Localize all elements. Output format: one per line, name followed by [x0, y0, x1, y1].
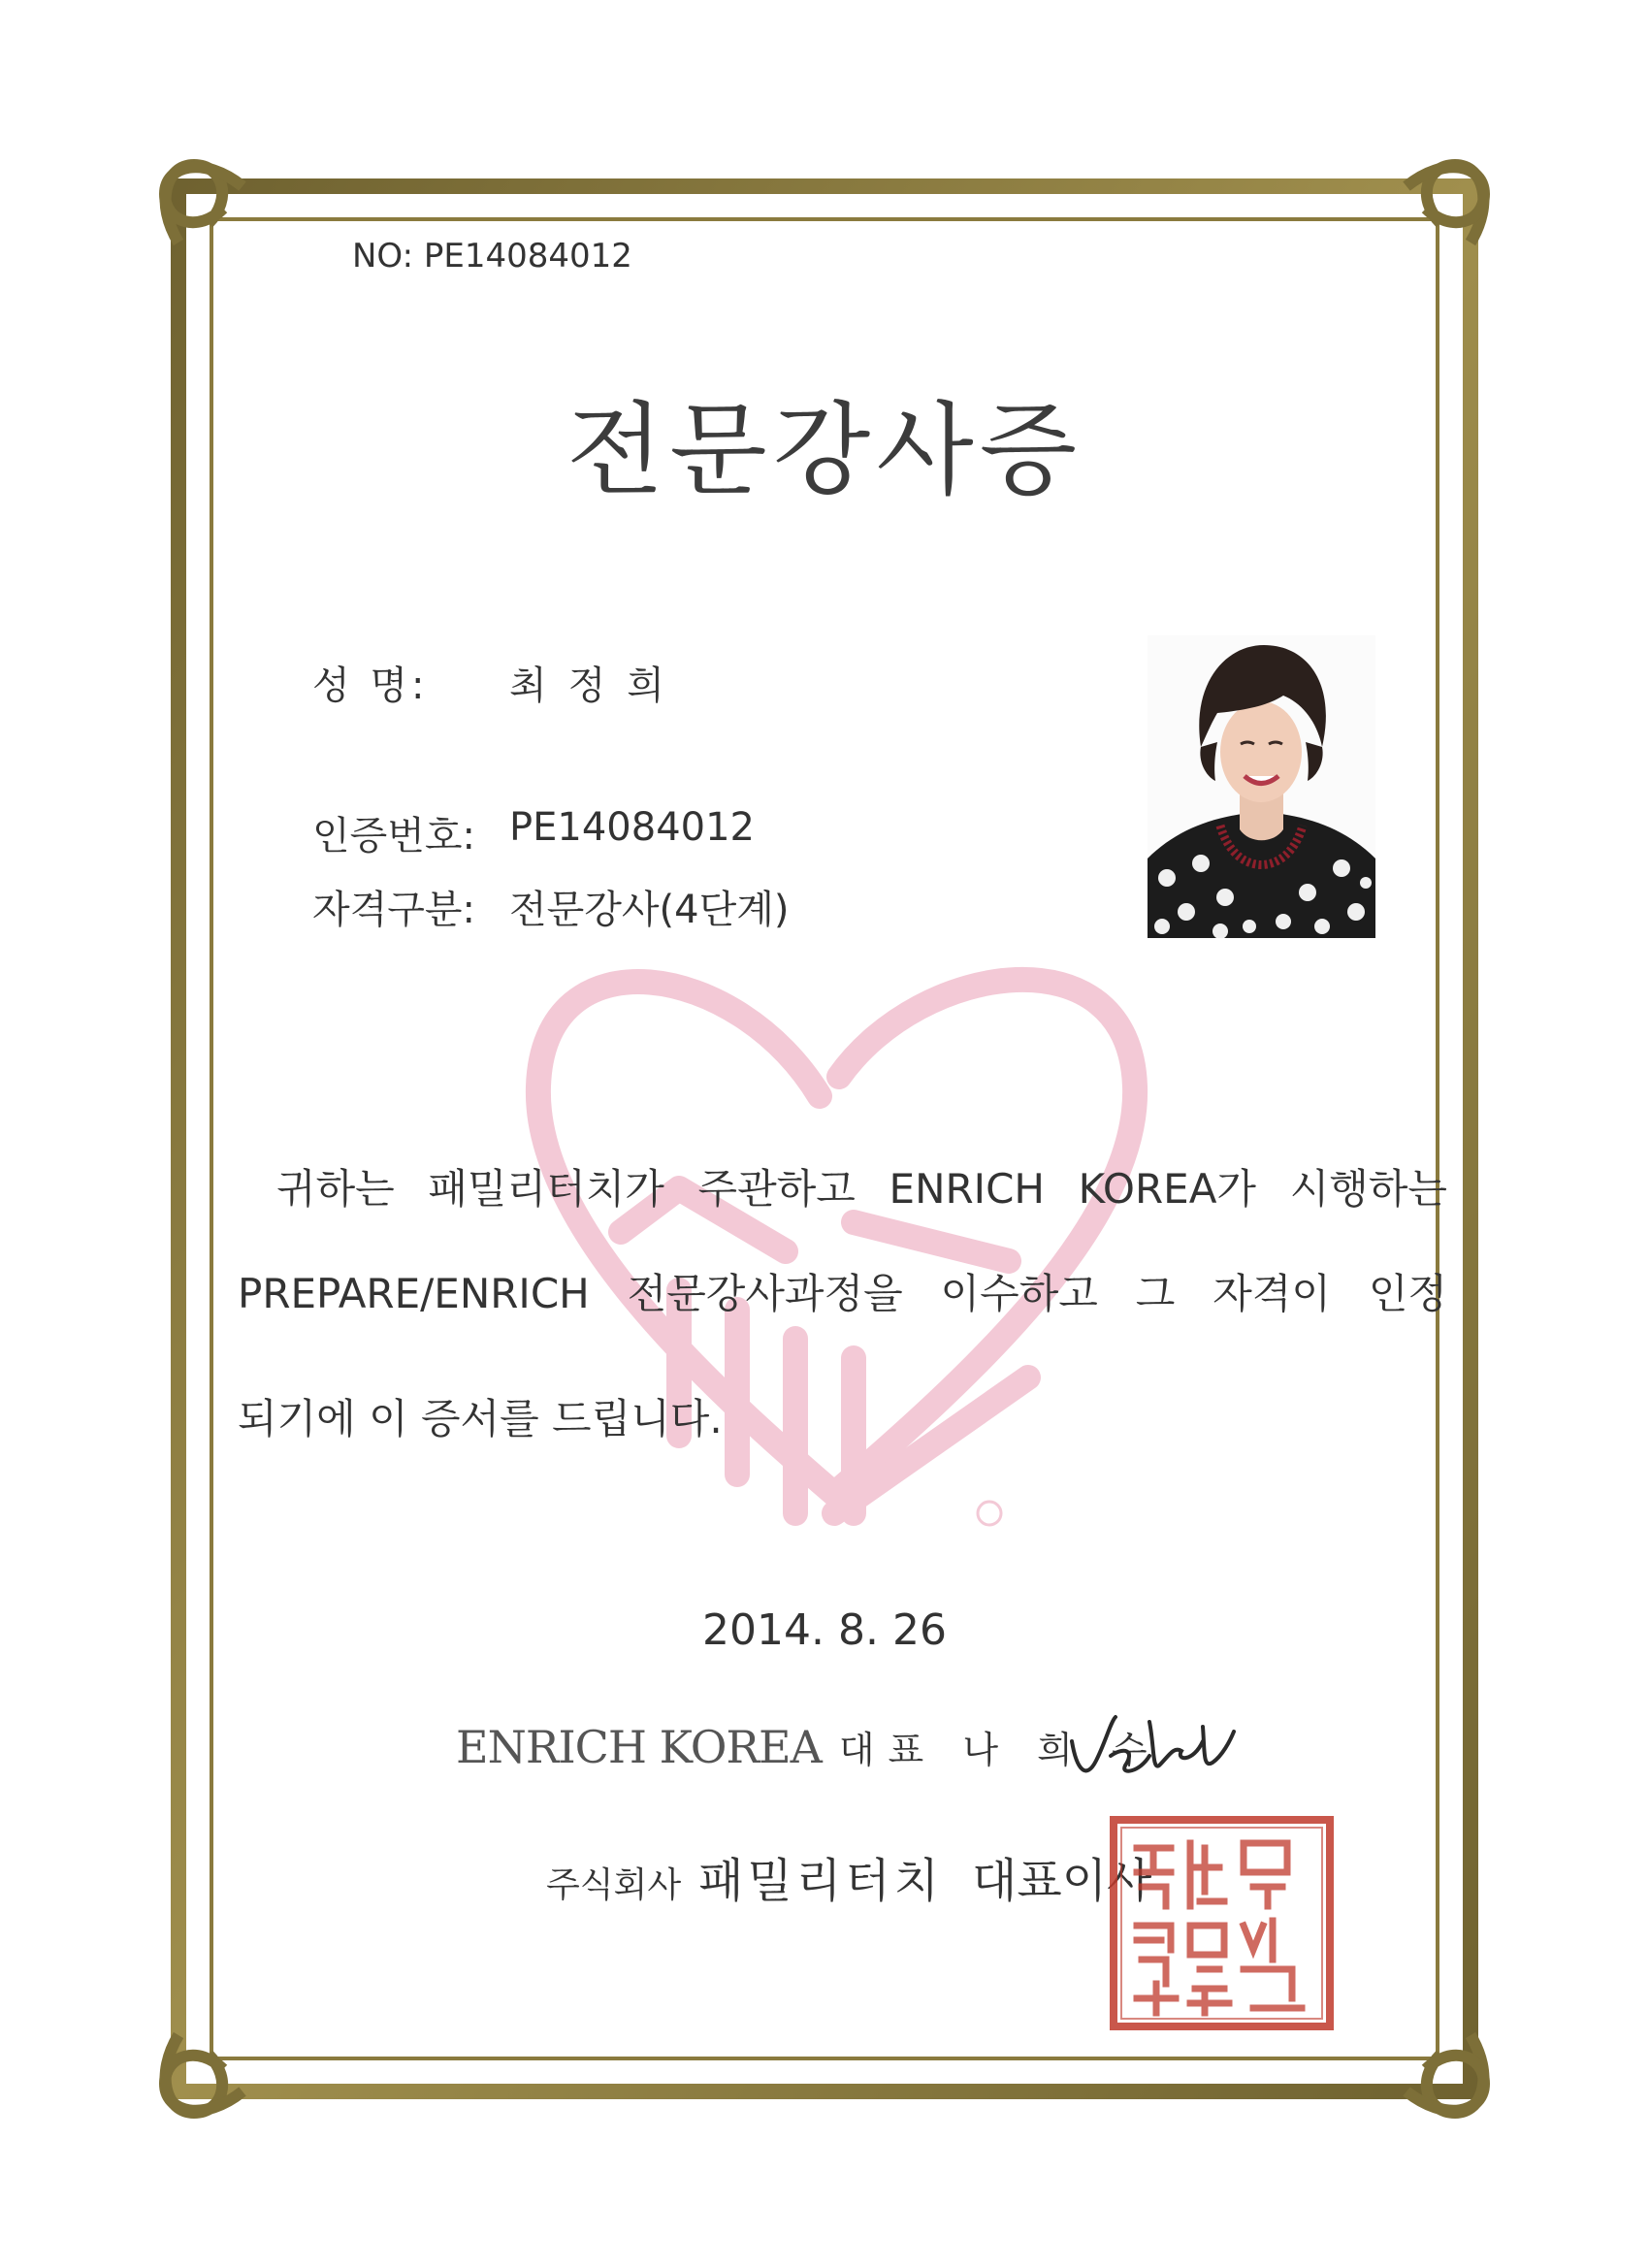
body-line-1: 귀하는 패밀리터치가 주관하고 ENRICH KOREA가 시행하는 — [276, 1165, 1447, 1213]
cert-number-value: PE14084012 — [509, 805, 755, 850]
portrait-photo — [1148, 635, 1375, 938]
company-name: 패밀리터치 — [698, 1854, 943, 1908]
cert-number-label: 인증번호: — [312, 814, 476, 859]
qualification-label: 자격구분: — [312, 888, 476, 932]
name-label: 성 명: — [312, 664, 429, 708]
certificate-number: NO: PE14084012 — [352, 237, 632, 275]
issuer-family-touch — [546, 1843, 1151, 1910]
certificate-title: 전문강사증 — [566, 391, 1083, 509]
body-line-2: PREPARE/ENRICH 전문강사과정을 이수하고 그 자격이 인정 — [238, 1270, 1447, 1317]
name-value: 최정희 — [509, 664, 686, 708]
issuer-enrich-korea — [456, 1720, 1161, 1773]
qualification-value: 전문강사(4단계) — [509, 888, 790, 932]
signature-icon — [1067, 1702, 1242, 1799]
company-representative: 대표이사 — [971, 1854, 1152, 1908]
issuer-org-name: ENRICH KOREA — [456, 1721, 822, 1773]
issuer-representative: 대표 나 희 수 — [838, 1729, 1161, 1771]
company-prefix: 주식회사 — [546, 1865, 682, 1905]
official-seal-icon — [1108, 1814, 1336, 2032]
body-line-3: 되기에 이 증서를 드립니다. — [238, 1395, 723, 1442]
issue-date: 2014. 8. 26 — [702, 1605, 947, 1655]
